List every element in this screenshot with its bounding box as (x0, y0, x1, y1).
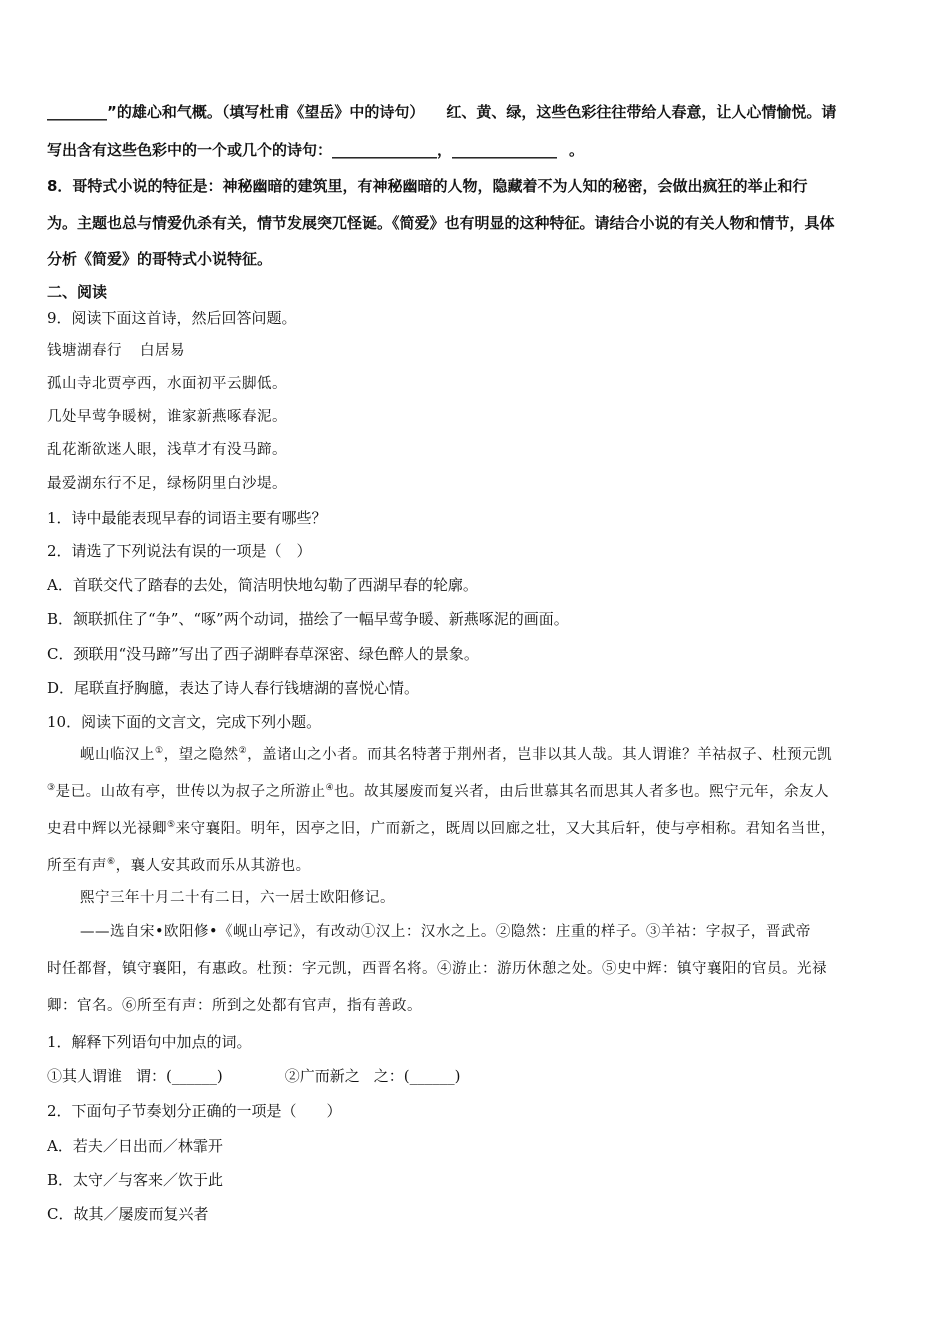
q7-line-2 (47, 140, 584, 160)
q10-option-c: C．故其／屡废而复兴者 (47, 1205, 209, 1223)
q7-text-b: 红、黄、绿，这些色彩往往带给人春意，让人心情愉悦。请 (446, 103, 837, 121)
q7-text-a: ”的雄心和气概。（填写杜甫《望岳》中的诗句） (107, 103, 425, 121)
section-title: 二、阅读 (47, 283, 108, 301)
item-b-blank: 之：(______) (373, 1067, 461, 1085)
note-marker: ⑥ (107, 857, 116, 868)
passage-line-4 (47, 856, 311, 876)
poem-author: 白居易 (140, 343, 185, 359)
poem-line-1: 孤山寺北贾亭西，水面初平云脚低。 (47, 376, 287, 392)
poem-line-4: 最爱湖东行不足，绿杨阴里白沙堤。 (47, 476, 287, 492)
item-a-label: ①其人谓谁 (47, 1067, 123, 1085)
passage-text: 所至有声 (47, 858, 107, 874)
q10-sub-1: 1．解释下列语句中加点的词。 (47, 1033, 252, 1051)
q7-line2-end: 。 (569, 141, 585, 159)
poem-line-3: 乱花渐欲迷人眼，浅草才有没马蹄。 (47, 442, 287, 458)
note-marker: ① (155, 746, 164, 757)
passage-text: ，襄人安其政而乐从其游也。 (115, 858, 311, 874)
q8-line-3: 分析《简爱》的哥特式小说特征。 (47, 250, 273, 268)
answer-blank-2: ______________ (452, 141, 558, 159)
q10-option-b: B．太守／与客来／饮于此 (47, 1171, 224, 1189)
passage-line-2 (47, 782, 829, 802)
passage-line-3 (47, 819, 836, 839)
note-marker: ⑤ (167, 820, 176, 831)
passage-line-1 (80, 745, 832, 765)
q9-option-a: A．首联交代了踏春的去处，简洁明快地勾勒了西湖早春的轮廓。 (47, 576, 478, 594)
q10-sub1-items (47, 1066, 460, 1086)
q8-line-1: 8．哥特式小说的特征是：神秘幽暗的建筑里，有神秘幽暗的人物，隐藏着不为人知的秘密，会做出疯狂的举止和行 (47, 177, 808, 195)
poem-heading (47, 341, 185, 361)
q7-line2-text: 写出含有这些色彩中的一个或几个的诗句： (47, 141, 333, 159)
q10-stem: 10．阅读下面的文言文，完成下列小题。 (47, 713, 322, 731)
q10-sub-2: 2．下面句子节奏划分正确的一项是（ ） (47, 1102, 342, 1120)
q7-line-1 (47, 102, 836, 122)
item-a-blank: 谓：(______) (136, 1067, 223, 1085)
poem-line-2: 几处早莺争暖树，谁家新燕啄春泥。 (47, 409, 287, 425)
notes-line-3: 卿：官名。⑥所至有声：所到之处都有官声，指有善政。 (47, 998, 422, 1014)
passage-text: 也。故其屡废而复兴者，由后世慕其名而思其人者多也。熙宁元年，余友人 (334, 784, 830, 800)
q9-option-d: D．尾联直抒胸臆，表达了诗人春行钱塘湖的喜悦心情。 (47, 679, 420, 697)
note-marker: ④ (325, 783, 335, 794)
q9-sub-1: 1．诗中最能表现早春的词语主要有哪些？ (47, 509, 327, 527)
passage-text: 是已。山故有亭，世传以为叔子之所游止 (55, 784, 326, 800)
q9-option-b: B．颔联抓住了“争”、“啄”两个动词，描绘了一幅早莺争暖、新燕啄泥的画面。 (47, 610, 569, 628)
passage-text: 史君中辉以光禄卿 (47, 821, 167, 837)
notes-line-2: 时任都督，镇守襄阳，有惠政。杜预：字元凯，西晋名将。④游止：游历休憩之处。⑤史中辉：镇守襄阳的官员。光禄 (47, 961, 827, 977)
blank-separator: ， (437, 141, 453, 159)
q9-sub-2: 2．请选了下列说法有误的一项是（ ） (47, 542, 312, 560)
q9-option-c: C．颈联用“没马蹄”写出了西子湖畔春草深密、绿色醉人的景象。 (47, 645, 479, 663)
notes-line-1: ——选自宋•欧阳修•《岘山亭记》，有改动①汉上：汉水之上。②隐然：庄重的样子。③羊祜：字叔子，晋武帝 (80, 924, 811, 940)
item-b-label: ②广而新之 (284, 1067, 360, 1085)
note-marker: ② (238, 746, 248, 757)
poem-title: 钱塘湖春行 (47, 343, 122, 359)
q9-stem: 9．阅读下面这首诗，然后回答问题。 (47, 309, 297, 327)
note-marker: ③ (47, 783, 56, 794)
q8-line-2: 为。主题也总与情爱仇杀有关，情节发展突兀怪诞。《简爱》也有明显的这种特征。请结合小说的有关人物和情节，具体 (47, 214, 835, 232)
passage-signature: 熙宁三年十月二十有二日，六一居士欧阳修记。 (80, 890, 395, 906)
answer-blank-1: ______________ (332, 141, 438, 159)
passage-text: ，望之隐然 (163, 747, 239, 763)
q10-option-a: A．若夫／日出而／林霏开 (47, 1137, 223, 1155)
passage-text: 来守襄阳。明年，因亭之旧，广而新之，既周以回廊之壮，又大其后轩，使与亭相称。君知名当世， (175, 821, 836, 837)
passage-text: ，盖诸山之小者。而其名特著于荆州者，岂非以其人哉。其人谓谁？羊祜叔子、杜预元凯 (247, 747, 833, 763)
answer-blank: ________ (47, 103, 107, 121)
passage-text: 岘山临汉上 (80, 747, 155, 763)
